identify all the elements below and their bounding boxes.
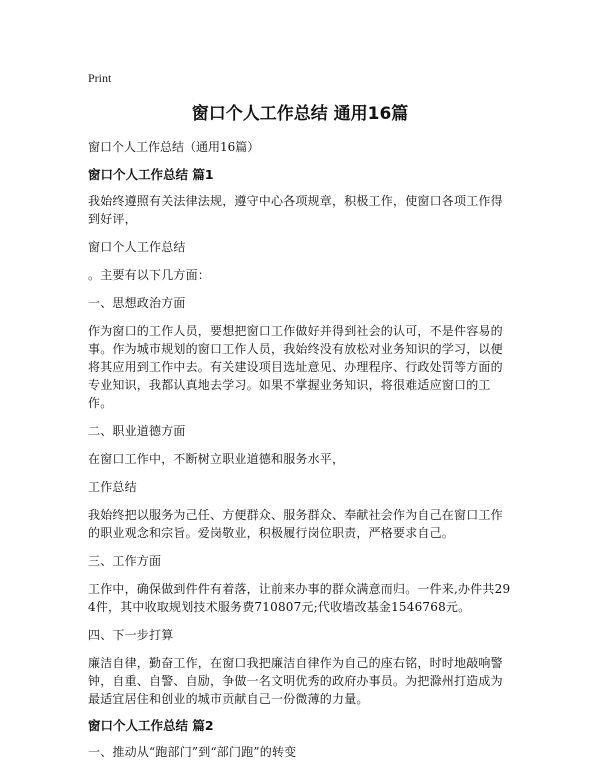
- section-subheading: 一、思想政治方面: [88, 296, 186, 310]
- section-subheading: 四、下一步打算: [88, 628, 174, 642]
- paragraph: 工作中，确保做到件件有着落，让前来办事的群众满意而归。一件来,办件共294件，其中收取规划技术服务费710807元;代收墙改基金1546768元。: [88, 582, 511, 614]
- paragraph: 我始终遵照有关法律法规，遵守中心各项规章，积极工作，使窗口各项工作得到好评，: [88, 194, 503, 226]
- paragraph: 窗口个人工作总结: [88, 240, 186, 254]
- print-link[interactable]: Print: [88, 71, 112, 85]
- article-heading-2: 窗口个人工作总结 篇2: [88, 718, 214, 733]
- paragraph: 廉洁自律，勤奋工作，在窗口我把廉洁自律作为自己的座右铭，时时地敲响警钟，自重、自警、自励，争做一名文明优秀的政府办事员。为把滁州打造成为最适宜居住和创业的城市贡献自己一份微薄的力量。: [88, 656, 503, 706]
- paragraph: 我始终把以服务为己任、方便群众、服务群众、奉献社会作为自己在窗口工作的职业观念和宗旨。爱岗敬业，积极履行岗位职责，严格要求自己。: [88, 508, 503, 540]
- paragraph: 在窗口工作中，不断树立职业道德和服务水平，: [88, 452, 345, 466]
- document-subtitle: 窗口个人工作总结（通用16篇）: [88, 140, 260, 154]
- paragraph: 。主要有以下几方面：: [88, 268, 211, 282]
- section-subheading: 一、推动从“跑部门”到“部门跑”的转变: [88, 745, 297, 759]
- paragraph: 作为窗口的工作人员，要想把窗口工作做好并得到社会的认可，不是件容易的事。作为城市规划的窗口工作人员，我始终没有放松对业务知识的学习，以便将其应用到工作中去。有关建设项目选址意见、办理程序、行政处罚等方面的专业知识，我都认真地去学习。如果不掌握业务知识，将很难适应窗口的工作。: [88, 324, 503, 410]
- article-heading-1: 窗口个人工作总结 篇1: [88, 167, 214, 182]
- page-title: 窗口个人工作总结 通用16篇: [191, 104, 409, 124]
- section-subheading: 三、工作方面: [88, 554, 162, 568]
- section-subheading: 二、职业道德方面: [88, 424, 186, 438]
- paragraph: 工作总结: [88, 480, 137, 494]
